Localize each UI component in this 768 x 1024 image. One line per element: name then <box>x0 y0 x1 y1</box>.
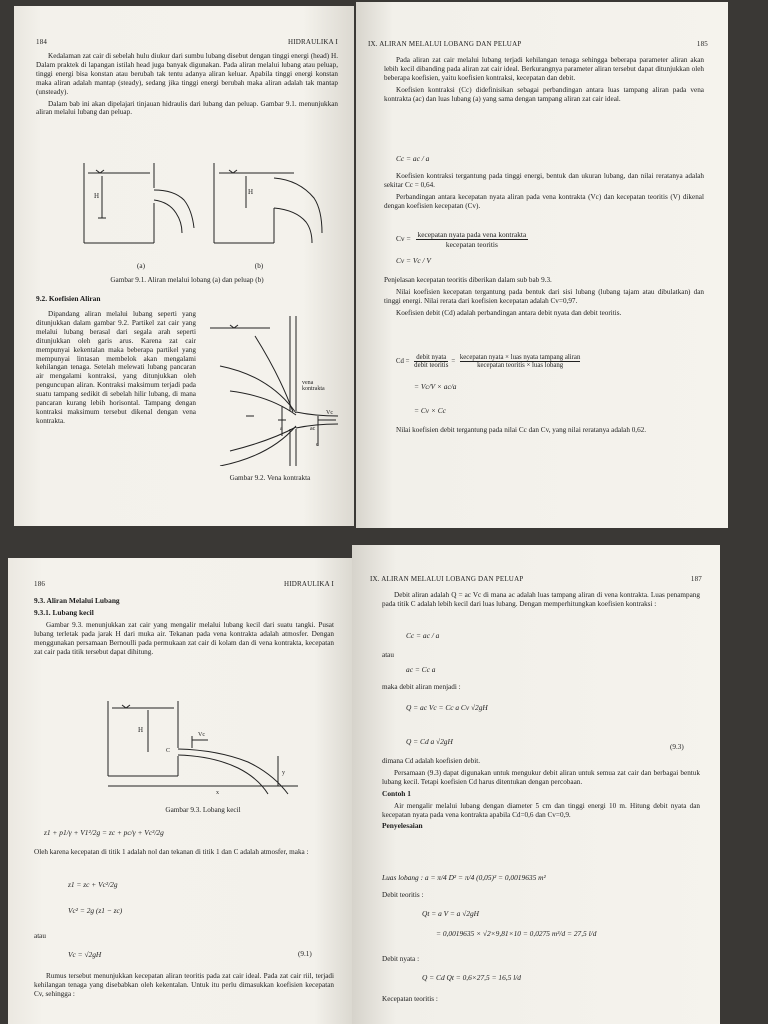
text-block-bernoulli <box>34 848 334 860</box>
label-c: c <box>316 442 319 448</box>
equation-qt: Qt = a V = a √2gH <box>422 909 480 918</box>
page-header <box>368 40 708 50</box>
figure-9-1 <box>74 158 324 258</box>
text-block-cd <box>384 426 704 438</box>
paragraph: Dipandang aliran melalui lubang seperti yang ditunjukkan dalam gambar 9.2. Partikel zat cair yang melalui lubang berasal dari segala arah seperti ditunjukkan oleh garis arus. Karena zat cair mempunyai kekentalan maka beberapa partikel yang mempunyai lintasan membelok akan mengalami kehilangan tenaga. Setelah melewati lubang pancaran air mengalami kontraksi, yang ditunjukkan oleh penguncupan aliran. Kontraksi maksimum terjadi pada suatu tampang sedikit di sebelah hilir lubang, di mana pancaran kurang lebih horisontal. Tampang dengan kontraksi maksimum tersebut dikenal dengan vena kontrakta. <box>36 310 196 425</box>
paragraph: Penjelasan kecepatan teoritis diberikan dalam sub bab 9.3. <box>384 276 552 284</box>
equation-cc: Cc = ac / a <box>406 631 440 640</box>
figure-caption-9-3: Gambar 9.3. Lobang kecil <box>165 806 241 814</box>
page-number: 186 <box>34 580 46 588</box>
equation-cv: Cv = Vc / V <box>396 256 431 265</box>
section-heading <box>36 292 338 307</box>
page-187 <box>352 545 720 1024</box>
text-block-maka <box>382 683 700 695</box>
page-number: 187 <box>690 575 702 583</box>
equation-vc: Vc = √2gH <box>68 950 102 959</box>
equation-z1: z1 = zc + Vc²/2g <box>68 880 118 889</box>
section-title: 9.2. Koefisien Aliran <box>36 294 101 303</box>
page-header <box>370 575 702 585</box>
section-title: 9.3. Aliran Melalui Lubang <box>34 596 120 605</box>
word-atau: atau <box>34 932 46 940</box>
equation-area: Luas lobang : a = π/4 D² = π/4 (0,05)² = 0,0019635 m² <box>382 873 546 882</box>
paragraph: dimana Cd adalah koefisien debit. <box>382 757 480 765</box>
figure-label-a: (a) <box>137 262 145 270</box>
equation-cd-ratio: = Vc/V × ac/a <box>414 382 457 391</box>
equation-q-expanded: Q = ac Vc = Cc a Cv √2gH <box>406 703 488 712</box>
equation-cv-text: Cv = kecepatan nyata pada vena kontrakta kecepatan teoritis <box>396 230 527 249</box>
paragraph: maka debit aliran menjadi : <box>382 683 461 691</box>
paragraph: Rumus tersebut menunjukkan kecepatan aliran teoritis pada zat cair ideal. Pada zat cair riil, terjadi kehilangan tenaga yang disebabkan oleh kekentalan. Untuk itu perlu dimasukkan koefisien kecepatan Cv, sehingga : <box>34 972 334 998</box>
equation-qt-value: = 0,0019635 × √2×9,81×10 = 0,0275 m³/d = 27,5 l/d <box>436 929 597 938</box>
running-title: HIDRAULIKA I <box>287 38 338 46</box>
svg-text:H: H <box>94 192 100 200</box>
paragraph: Dalam bab ini akan dipelajari tinjauan hidraulis dari lubang dan peluap. Gambar 9.1. menunjukkan aliran melalui lubang dan peluap. <box>36 99 338 117</box>
equation-cd: Cd = debit nyata debit teoritis = kecepatan nyata × luas nyata tampang aliran kecepatan teoritis × luas lobang <box>396 354 581 369</box>
figure-9-3 <box>98 696 308 796</box>
label-a: a <box>280 426 283 432</box>
page-184 <box>14 6 354 526</box>
paragraph: Nilai koefisien debit tergantung pada nilai Cc dan Cv, yang nilai reratanya adalah 0,62. <box>396 426 647 434</box>
word-atau: atau <box>382 651 394 659</box>
page-number: 185 <box>696 40 708 48</box>
paragraph: Debit aliran adalah Q = ac Vc di mana ac adalah luas tampang aliran di vena kontrakta. Luas penampang pada titik C adalah lebih kecil dari luas lubang. Dengan memperhitungkan koefisien kontraksi : <box>382 591 700 608</box>
label-vc: Vc <box>326 410 333 416</box>
svg-text:Vc: Vc <box>198 732 205 738</box>
paragraph: Koefisien debit (Cd) adalah perbandingan antara debit nyata dan debit teoritis. <box>396 308 622 317</box>
paragraph: Kedalaman zat cair di sebelah hulu diukur dari sumbu lubang disebut dengan tinggi energi (head) H. Dalam praktek di lapangan istilah head juga banyak digunakan. Pada aliran melalui lubang atau peluap, tinggi energi bisa konstan atau berubah tak tentu adanya aliran keluar. Apabila tinggi energi konstan maka aliran adalah mantap (steady), sedang jika tinggi energi berubah maka aliran adalah tak mantap (unsteady). <box>36 52 338 96</box>
page-number: 184 <box>36 38 48 46</box>
equation-ac: ac = Cc a <box>406 665 436 674</box>
text-block-koefisien <box>36 310 196 429</box>
text-block-debit <box>382 591 700 612</box>
text-block-cv <box>384 276 704 321</box>
text-atau <box>382 651 422 663</box>
paragraph: Koefisien kontraksi (Cc) didefinisikan sebagai perbandingan antara luas tampang aliran pada vena kontrakta (ac) dan luas lubang (a) yang sama dengan tampang aliran zat cair ideal. <box>384 85 704 103</box>
label-kecepatan-teoritis: Kecepatan teoritis : <box>382 995 438 1003</box>
figure-caption-9-2: Gambar 9.2. Vena kontrakta <box>229 474 311 482</box>
paragraph: Oleh karena kecepatan di titik 1 adalah nol dan tekanan di titik 1 dan C adalah atmosfer, maka : <box>34 848 309 856</box>
equation-number: (9.1) <box>298 950 312 958</box>
text-block-cc <box>384 172 704 214</box>
svg-text:H: H <box>248 188 254 196</box>
equation-bernoulli: z1 + p1/γ + V1²/2g = zc + pc/γ + Vc²/2g <box>44 828 164 837</box>
text-atau <box>34 932 74 944</box>
subsection-title: 9.3.1. Lubang kecil <box>34 607 94 617</box>
example-title: Contoh 1 <box>382 788 411 798</box>
paragraph: Pada aliran zat cair melalui lubang terjadi kehilangan tenaga sehingga beberapa parameter aliran akan lebih kecil dibanding pada aliran zat cair ideal. Berkurangnya parameter aliran tersebut dapat ditunjukkan oleh beberapa koefisien, yaitu koefisien kontraksi, kecepatan dan debit. <box>384 56 704 82</box>
paragraph: Nilai koefisien kecepatan tergantung pada bentuk dari sisi lubang (lubang tajam atau dibulatkan) dan tinggi energi. Nilai rerata dari koefisien kecepatan adalah Cv=0,97. <box>384 287 704 305</box>
page-header <box>36 38 338 48</box>
text-block-riil <box>34 972 334 1002</box>
equation-cd-product: = Cv × Cc <box>414 406 446 415</box>
text-kecepatan-teoritis <box>382 995 502 1007</box>
text-block-intro <box>36 52 338 120</box>
text-block-cd <box>382 757 700 834</box>
figure-label-b: (b) <box>254 262 264 270</box>
solution-title: Penyelesaian <box>382 821 423 831</box>
paragraph: Air mengalir melalui lubang dengan diameter 5 cm dan tinggi energi 10 m. Hitung debit nyata dan kecepatan nyata pada vena kontrakta apabila Cd=0,6 dan Cv=0,9. <box>382 801 700 819</box>
text-debit-teoritis <box>382 891 502 903</box>
label-debit-nyata: Debit nyata : <box>382 955 420 963</box>
page-185 <box>356 2 728 528</box>
equation-number: (9.3) <box>670 743 684 751</box>
label-debit-teoritis: Debit teoritis : <box>382 891 424 899</box>
page-header <box>34 580 334 590</box>
equation-vc2: Vc² = 2g (z1 − zc) <box>68 906 123 915</box>
paragraph: Koefisien kontraksi tergantung pada tinggi energi, bentuk dan ukuran lubang, dan nilai reratanya adalah sekitar Cc = 0,64. <box>384 172 704 189</box>
text-debit-nyata <box>382 955 502 967</box>
paragraph: Gambar 9.3. menunjukkan zat cair yang mengalir melalui lubang kecil dari suatu tangki. Pusat lubang terletak pada jarak H dari muka air. Tekanan pada vena kontrakta adalah atmosfer. Dengan menggunakan persamaan Bernoulli pada permukaan zat cair di kolam dan di vena kontrakta, kecepatan zat cair pada titik tersebut dapat dihitung. <box>34 620 334 656</box>
equation-q-nyata: Q = Cd Qt = 0,6×27,5 = 16,5 l/d <box>422 973 521 982</box>
text-block-intro <box>384 56 704 107</box>
running-title: IX. ALIRAN MELALUI LOBANG DAN PELUAP <box>368 40 522 48</box>
label-ac: ac <box>310 426 316 432</box>
figure-caption-9-1: Gambar 9.1. Aliran melalui lobang (a) dan peluap (b) <box>110 276 264 284</box>
running-title: IX. ALIRAN MELALUI LOBANG DAN PELUAP <box>370 575 524 583</box>
svg-text:C: C <box>166 748 171 754</box>
label-vena: vena kontrakta <box>302 380 325 392</box>
svg-text:H: H <box>138 726 144 734</box>
paragraph: Persamaan (9.3) dapat digunakan untuk mengukur debit aliran untuk semua zat cair dan berbagai bentuk lubang kecil. Tetapi koefisien Cd harus ditentukan dengan percobaan. <box>382 768 700 786</box>
running-title: HIDRAULIKA I <box>283 580 334 588</box>
paragraph: Perbandingan antara kecepatan nyata aliran pada vena kontrakta (Vc) dan kecepatan teoritis (V) dikenal dengan koefisien kecepatan (Cv). <box>384 192 704 210</box>
equation-cc: Cc = ac / a <box>396 154 430 163</box>
svg-text:y: y <box>282 770 285 776</box>
text-block-section <box>34 594 334 659</box>
page-186 <box>8 558 356 1024</box>
svg-text:x: x <box>216 790 219 796</box>
equation-q: Q = Cd a √2gH <box>406 737 453 746</box>
